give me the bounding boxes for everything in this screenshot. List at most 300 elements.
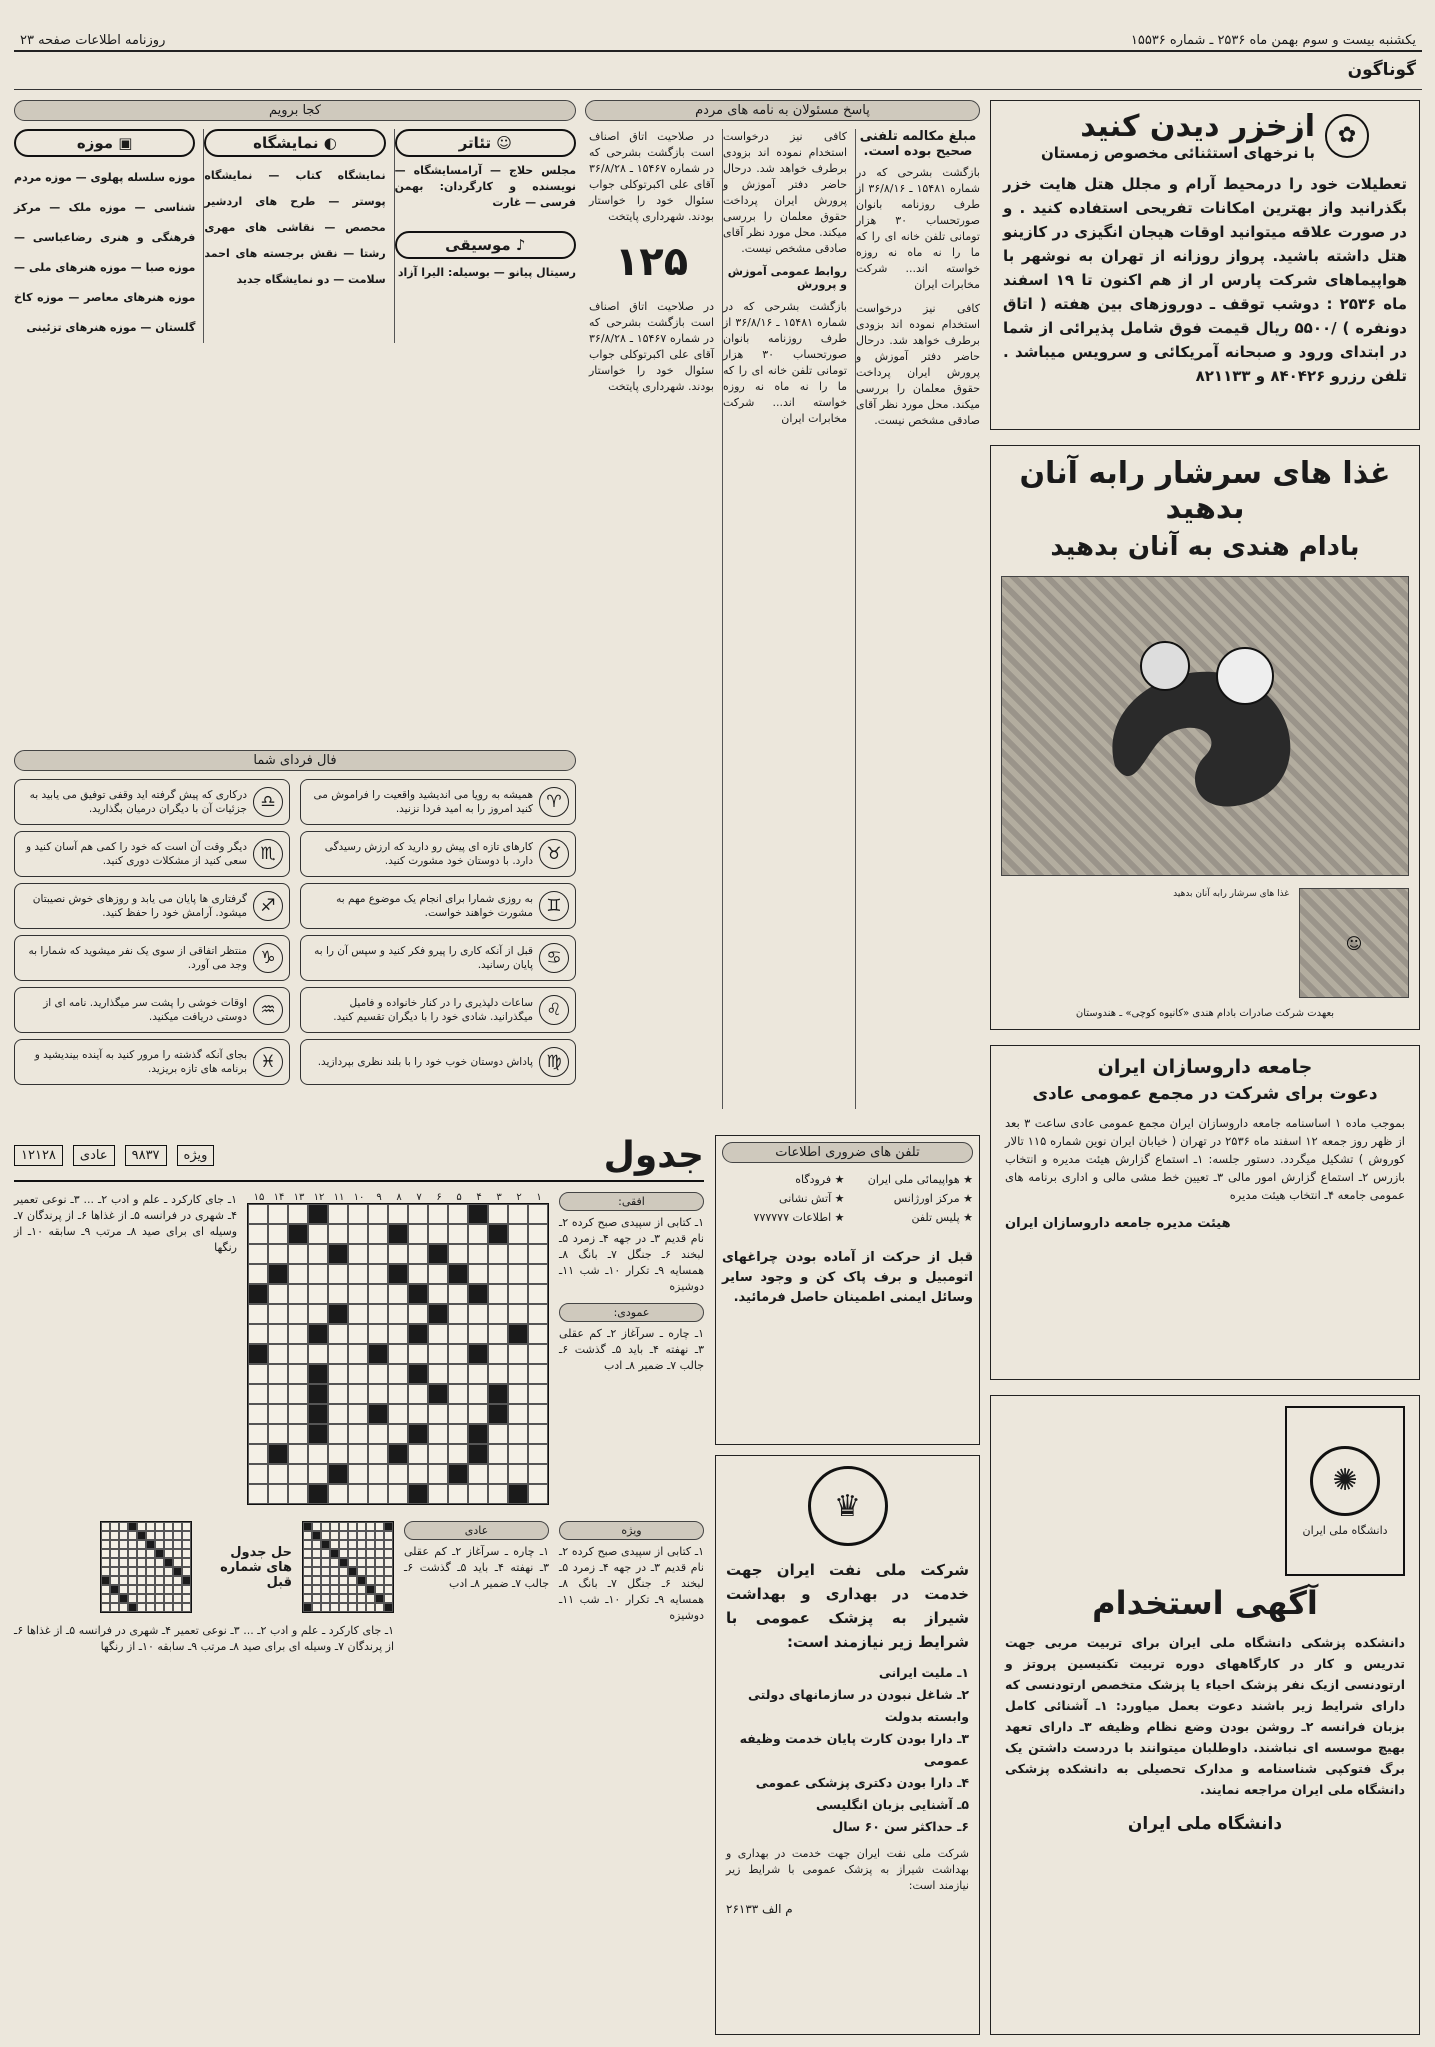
prev-solution-cell bbox=[357, 1576, 366, 1585]
phone-entry: ★ پلیس تلفن bbox=[911, 1211, 973, 1224]
ad-khazar-title: ازخزر دیدن کنید bbox=[1080, 109, 1316, 144]
crossword-cell[interactable] bbox=[468, 1304, 488, 1324]
prev-solution-cell bbox=[384, 1585, 393, 1594]
prev-solution-cell bbox=[119, 1549, 128, 1558]
horiz-head-special: افقی: bbox=[559, 1192, 704, 1211]
letters-col2-head: روابط عمومی آموزش و پرورش bbox=[727, 265, 847, 291]
crossword-cell[interactable] bbox=[508, 1464, 528, 1484]
prev-solution-cell bbox=[119, 1531, 128, 1540]
crossword-cell[interactable] bbox=[448, 1404, 468, 1424]
crossword-block bbox=[308, 1484, 328, 1504]
zodiac-sign-icon: ♋ bbox=[539, 943, 569, 973]
prev-solution-cell bbox=[312, 1558, 321, 1567]
horoscope-text: ساعات دلپذیری را در کنار خانواده و فامیل میگذرانید. شادی خود را با دیگران تقسیم کنید. bbox=[333, 997, 533, 1023]
crossword-cell[interactable] bbox=[268, 1484, 288, 1504]
crossword-cell[interactable] bbox=[408, 1204, 428, 1224]
prev-solution-cell bbox=[330, 1549, 339, 1558]
crossword-cell[interactable] bbox=[428, 1264, 448, 1284]
prev-solution-cell bbox=[312, 1531, 321, 1540]
crossword-cell[interactable] bbox=[368, 1464, 388, 1484]
letters-col1-text: بازگشت بشرحی که در شماره ۱۵۴۸۱ ـ ۳۶/۸/۱۶ از طرف روزنامه بانوان صورتحساب ۳۰ هزار تومانی تلفن خانه ای را که ما را نه ماه نه روزه خواسته اند... شرکت مخابرات ایران bbox=[856, 166, 980, 291]
crossword-cell[interactable] bbox=[408, 1224, 428, 1244]
crossword-cell[interactable] bbox=[428, 1484, 448, 1504]
crossword-cell[interactable] bbox=[308, 1284, 328, 1304]
crossword-cell[interactable] bbox=[408, 1384, 428, 1404]
horoscope-item bbox=[14, 935, 290, 981]
crossword-cell[interactable] bbox=[388, 1284, 408, 1304]
crossword-cell[interactable] bbox=[468, 1364, 488, 1384]
crossword-cell[interactable] bbox=[268, 1464, 288, 1484]
crossword-col-number: ۶ bbox=[436, 1192, 442, 1203]
museum-text: موزه سلسله پهلوی — موزه مردم شناسی — موزه ملک — مرکز فرهنگی و هنری رضاعباسی — موزه صبا — موزه هنرهای ملی — موزه هنرهای معاصر — موزه کاخ گلستان — موزه هنرهای تزئینی bbox=[14, 171, 196, 334]
crossword-cell[interactable] bbox=[348, 1364, 368, 1384]
crossword-cell[interactable] bbox=[308, 1224, 328, 1244]
prev-solution-cell bbox=[384, 1540, 393, 1549]
prev-solution-cell bbox=[182, 1594, 191, 1603]
crossword-block bbox=[388, 1444, 408, 1464]
prev-solution-cell bbox=[348, 1540, 357, 1549]
crossword-cell[interactable] bbox=[528, 1324, 548, 1344]
crossword-cell[interactable] bbox=[368, 1384, 388, 1404]
crossword-block bbox=[408, 1324, 428, 1344]
crossword-cell[interactable] bbox=[408, 1444, 428, 1464]
crossword-cell[interactable] bbox=[248, 1224, 268, 1244]
crossword-cell[interactable] bbox=[328, 1484, 348, 1504]
crossword-col-number: ۱۰ bbox=[353, 1192, 365, 1203]
crossword-cell[interactable] bbox=[388, 1424, 408, 1444]
crossword-block bbox=[308, 1384, 328, 1404]
prev-solution-cell bbox=[303, 1603, 312, 1612]
crossword-cell[interactable] bbox=[528, 1344, 548, 1364]
crossword-block bbox=[308, 1424, 328, 1444]
prev-solution-cell bbox=[375, 1531, 384, 1540]
crossword-cell[interactable] bbox=[348, 1204, 368, 1224]
crossword-cell[interactable] bbox=[268, 1324, 288, 1344]
crossword-cell[interactable] bbox=[448, 1484, 468, 1504]
crossword-cell[interactable] bbox=[288, 1324, 308, 1344]
crossword-cell[interactable] bbox=[348, 1284, 368, 1304]
crossword-cell[interactable] bbox=[488, 1324, 508, 1344]
crossword-cell[interactable] bbox=[468, 1384, 488, 1404]
crossword-cell[interactable] bbox=[448, 1364, 468, 1384]
crossword-cell[interactable] bbox=[268, 1224, 288, 1244]
prev-solution-cell bbox=[182, 1603, 191, 1612]
crossword-cell[interactable] bbox=[408, 1464, 428, 1484]
crossword-cell[interactable] bbox=[328, 1384, 348, 1404]
prev-solution-cell bbox=[366, 1567, 375, 1576]
crossword-cell[interactable] bbox=[508, 1344, 528, 1364]
crossword-cell[interactable] bbox=[368, 1364, 388, 1384]
crossword-cell[interactable] bbox=[248, 1204, 268, 1224]
crossword-cell[interactable] bbox=[248, 1384, 268, 1404]
crossword-cell[interactable] bbox=[348, 1224, 368, 1244]
crossword-cell[interactable] bbox=[528, 1484, 548, 1504]
crossword-cell[interactable] bbox=[248, 1404, 268, 1424]
crossword-cell[interactable] bbox=[328, 1424, 348, 1444]
crossword-cell[interactable] bbox=[448, 1424, 468, 1444]
prev-solution-cell bbox=[173, 1540, 182, 1549]
crossword-cell[interactable] bbox=[268, 1244, 288, 1264]
prev-solution-cell bbox=[110, 1603, 119, 1612]
prev-solution-cell bbox=[155, 1531, 164, 1540]
crossword-cell[interactable] bbox=[248, 1304, 268, 1324]
crossword-cell[interactable] bbox=[448, 1204, 468, 1224]
prev-solution-cell bbox=[110, 1549, 119, 1558]
crossword-cell[interactable] bbox=[248, 1324, 268, 1344]
crossword-cell[interactable] bbox=[308, 1244, 328, 1264]
exhibit-head bbox=[204, 129, 385, 157]
crossword-cell[interactable] bbox=[328, 1364, 348, 1384]
crossword-block bbox=[308, 1404, 328, 1424]
crossword-cell[interactable] bbox=[488, 1284, 508, 1304]
crossword-cell[interactable] bbox=[528, 1444, 548, 1464]
letters-col2-text-more: بازگشت بشرحی که در شماره ۱۵۴۸۱ ـ ۳۶/۸/۱۶ از طرف روزنامه بانوان صورتحساب ۳۰ هزار تومانی تلفن خانه ای را که ما را نه ماه نه روزه خواسته اند... شرکت مخابرات ایران bbox=[723, 300, 847, 425]
prev-solution-cell bbox=[312, 1576, 321, 1585]
prev-solution-cell bbox=[146, 1585, 155, 1594]
crossword-block bbox=[428, 1384, 448, 1404]
crossword-cell[interactable] bbox=[388, 1204, 408, 1224]
crossword-cell[interactable] bbox=[288, 1204, 308, 1224]
crossword-cell[interactable] bbox=[308, 1344, 328, 1364]
crossword-cell[interactable] bbox=[488, 1264, 508, 1284]
crossword-cell[interactable] bbox=[288, 1484, 308, 1504]
crossword-cell[interactable] bbox=[288, 1284, 308, 1304]
zodiac-sign-icon: ♐ bbox=[253, 891, 283, 921]
crossword-cell[interactable] bbox=[448, 1324, 468, 1344]
crossword-cell[interactable] bbox=[428, 1444, 448, 1464]
crossword-grid-wrap bbox=[247, 1192, 549, 1505]
crossword-block bbox=[488, 1224, 508, 1244]
crossword-cell[interactable] bbox=[368, 1264, 388, 1284]
prev-solution-cell bbox=[155, 1603, 164, 1612]
crossword-cell[interactable] bbox=[268, 1404, 288, 1424]
prev-solution-cell bbox=[110, 1531, 119, 1540]
crossword-cell[interactable] bbox=[408, 1264, 428, 1284]
employment-body: دانشکده پزشکی دانشگاه ملی ایران برای تربیت مربی جهت تدریس و کار در کارگاههای دوره تربیت تکنیسین پروتز و ارتودنسی ازیک نفر پزشک احیاء یا پزشک متخصص ارتودنسی که دارای شرایط زیر باشند دعوت بعمل میاورد: ۱ـ آشنائی کامل بزبان فرانسه ۲ـ روشن بودن وضع نظام وظیفه ۳ـ دارای تعهد بهیچ موسسه ای نباشند. داوطلبان میتوانند با دردست داشتن یک برگ فتوکپی شناسنامه و مدارک تحصیلی به دانشکده پزشکی دانشگاه ملی ایران مراجعه نمایند. bbox=[1005, 1635, 1406, 1797]
crossword-cell[interactable] bbox=[368, 1484, 388, 1504]
crossword-cell[interactable] bbox=[508, 1364, 528, 1384]
crossword-cell[interactable] bbox=[508, 1424, 528, 1444]
crossword-cell[interactable] bbox=[448, 1304, 468, 1324]
prev-solution-cell bbox=[155, 1585, 164, 1594]
prev-solution-cell bbox=[384, 1594, 393, 1603]
crossword-cell[interactable] bbox=[368, 1284, 388, 1304]
prev-solution-cell bbox=[101, 1522, 110, 1531]
crossword-col-number: ۸ bbox=[396, 1192, 402, 1203]
crossword-cell[interactable] bbox=[428, 1404, 448, 1424]
crossword-cell[interactable] bbox=[368, 1224, 388, 1244]
crossword-cell[interactable] bbox=[428, 1324, 448, 1344]
crossword-cell[interactable] bbox=[528, 1424, 548, 1444]
prev-solution-cell bbox=[182, 1576, 191, 1585]
crossword-cell[interactable] bbox=[368, 1324, 388, 1344]
crossword-cell[interactable] bbox=[368, 1304, 388, 1324]
crossword-cell[interactable] bbox=[268, 1424, 288, 1444]
ad-cashew-line1: غذا های سرشار رابه آنان بدهید bbox=[1019, 456, 1391, 526]
ad-khazar-body: تعطیلات خود را درمحیط آرام و مجلل هتل هایت خزر بگذرانید واز بهترین امکانات تفریحی استفاده کنید . و در صورت علاقه میتوانید اوقات هیجان انگیزی در کازینو هتل داشته باشید. پرواز روزانه از تهران به نوشهر با هواپیماهای شرکت پارس ار از هم اکنون تا ۱۹ اسفند ماه ۲۵۳۶ : دوشب توقف ـ دوروزهای بین هفته ( اتاق دونفره ) /۵۵۰۰ ریال قیمت فوق شامل پذیرائی از شما در ابتدای ورود و صبحانه آمریکائی و سرویس میباشد . تلفن رزرو ۸۴۰۴۲۶ و ۸۲۱۱۳۳ bbox=[1003, 175, 1407, 385]
crossword-cell[interactable] bbox=[328, 1224, 348, 1244]
employment-title: آگهی استخدام bbox=[1092, 1584, 1318, 1622]
crossword-cell[interactable] bbox=[348, 1244, 368, 1264]
crossword-cell[interactable] bbox=[508, 1224, 528, 1244]
prev-solution-cell bbox=[119, 1576, 128, 1585]
crossword-cell[interactable] bbox=[528, 1224, 548, 1244]
prev-solution-cell bbox=[321, 1558, 330, 1567]
prev-solution-cell bbox=[303, 1594, 312, 1603]
crossword-cell[interactable] bbox=[428, 1424, 448, 1444]
crossword-cell[interactable] bbox=[388, 1364, 408, 1384]
prev-solution-cell bbox=[182, 1531, 191, 1540]
crossword-cell[interactable] bbox=[508, 1284, 528, 1304]
crossword-cell[interactable] bbox=[468, 1264, 488, 1284]
prev-solution-cell bbox=[146, 1558, 155, 1567]
prev-solution-cell bbox=[339, 1558, 348, 1567]
crossword-cell[interactable] bbox=[248, 1244, 268, 1264]
crossword-cell[interactable] bbox=[308, 1264, 328, 1284]
prev-solution-cell bbox=[137, 1531, 146, 1540]
crossword-cell[interactable] bbox=[468, 1244, 488, 1264]
prev-solution-grid-2 bbox=[100, 1521, 192, 1613]
prev-solution-cell bbox=[110, 1594, 119, 1603]
crossword-cell[interactable] bbox=[428, 1204, 448, 1224]
crossword-cell[interactable] bbox=[448, 1444, 468, 1464]
crossword-block bbox=[448, 1464, 468, 1484]
crossword-cell[interactable] bbox=[388, 1464, 408, 1484]
crossword-cell[interactable] bbox=[348, 1444, 368, 1464]
crossword-cell[interactable] bbox=[508, 1204, 528, 1224]
crossword-cell[interactable] bbox=[408, 1344, 428, 1364]
crossword-cell[interactable] bbox=[348, 1344, 368, 1364]
crossword-cell[interactable] bbox=[488, 1424, 508, 1444]
crossword-block bbox=[408, 1484, 428, 1504]
crossword-cell[interactable] bbox=[328, 1204, 348, 1224]
crossword-cell[interactable] bbox=[528, 1204, 548, 1224]
crossword-cell[interactable] bbox=[508, 1444, 528, 1464]
crossword-cell[interactable] bbox=[248, 1424, 268, 1444]
crossword-cell[interactable] bbox=[448, 1344, 468, 1364]
crossword-cell[interactable] bbox=[348, 1384, 368, 1404]
crossword-cell[interactable] bbox=[368, 1204, 388, 1224]
museum-column bbox=[14, 129, 195, 343]
crossword-block bbox=[468, 1344, 488, 1364]
prev-solution-cell bbox=[357, 1531, 366, 1540]
prev-solution-cell bbox=[137, 1522, 146, 1531]
crossword-cell[interactable] bbox=[428, 1364, 448, 1384]
crossword-cell[interactable] bbox=[348, 1484, 368, 1504]
prev-solution-cell bbox=[375, 1558, 384, 1567]
crossword-cell[interactable] bbox=[328, 1404, 348, 1424]
prev-solution-cell bbox=[330, 1576, 339, 1585]
crossword-cell[interactable] bbox=[268, 1344, 288, 1364]
crossword-cell[interactable] bbox=[368, 1244, 388, 1264]
prev-solution-cell bbox=[339, 1549, 348, 1558]
prev-solution-cell bbox=[321, 1594, 330, 1603]
crossword-cell[interactable] bbox=[508, 1404, 528, 1424]
crossword-cell[interactable] bbox=[528, 1364, 548, 1384]
prev-solution-cell bbox=[384, 1576, 393, 1585]
horoscope-text: اوقات خوشی را پشت سر میگذارید. نامه ای از دوستی دریافت میکنید. bbox=[43, 997, 247, 1023]
crossword-cell[interactable] bbox=[288, 1264, 308, 1284]
crossword-cell[interactable] bbox=[348, 1464, 368, 1484]
prev-solution-cell bbox=[182, 1567, 191, 1576]
crossword-cell[interactable] bbox=[328, 1324, 348, 1344]
crossword-cell[interactable] bbox=[388, 1484, 408, 1504]
crossword-cell[interactable] bbox=[528, 1284, 548, 1304]
crossword-cell[interactable] bbox=[348, 1404, 368, 1424]
crossword-cell[interactable] bbox=[528, 1404, 548, 1424]
prev-solution-cell bbox=[155, 1549, 164, 1558]
crossword-cell[interactable] bbox=[268, 1304, 288, 1324]
prev-solution-cell bbox=[312, 1549, 321, 1558]
prev-solution-cell bbox=[348, 1558, 357, 1567]
nioc-requirement: ۱ـ ملیت ایرانی bbox=[878, 1665, 969, 1680]
prev-solution-cell bbox=[101, 1603, 110, 1612]
crossword-cell[interactable] bbox=[488, 1444, 508, 1464]
crossword-cell[interactable] bbox=[528, 1304, 548, 1324]
crossword-cell[interactable] bbox=[348, 1424, 368, 1444]
crossword-block bbox=[468, 1424, 488, 1444]
crossword-cell[interactable] bbox=[408, 1404, 428, 1424]
crossword-cell[interactable] bbox=[388, 1244, 408, 1264]
crossword-cell[interactable] bbox=[288, 1464, 308, 1484]
crossword-cell[interactable] bbox=[428, 1284, 448, 1304]
crossword-cell[interactable] bbox=[488, 1464, 508, 1484]
crossword-cell[interactable] bbox=[408, 1244, 428, 1264]
crossword-cell[interactable] bbox=[408, 1304, 428, 1324]
letters-col1-text-more: کافی نیز درخواست استخدام نموده اند بزودی برطرف خواهد شد. درحال حاضر دفتر آموزش و پرورش ایران پرداخت حقوق معلمان را بررسی میکند. محل مورد نظر آقای صادقی مشخص نیست. bbox=[856, 302, 980, 427]
crossword-cell[interactable] bbox=[468, 1324, 488, 1344]
crossword-cell[interactable] bbox=[368, 1444, 388, 1464]
crossword-cell[interactable] bbox=[468, 1224, 488, 1244]
prev-solution-cell bbox=[164, 1558, 173, 1567]
crossword-cell[interactable] bbox=[288, 1404, 308, 1424]
prev-solution-cell bbox=[128, 1540, 137, 1549]
crossword-cell[interactable] bbox=[488, 1304, 508, 1324]
crossword-cell[interactable] bbox=[388, 1304, 408, 1324]
crossword-block bbox=[488, 1384, 508, 1404]
crossword-cell[interactable] bbox=[488, 1344, 508, 1364]
crossword-cell[interactable] bbox=[508, 1304, 528, 1324]
ad-cashew-footer: بعهدت شرکت صادرات بادام هندی «کانیوه کوچی» ـ هندوستان bbox=[1075, 1008, 1335, 1019]
crossword-cell[interactable] bbox=[508, 1244, 528, 1264]
crossword-cell[interactable] bbox=[488, 1204, 508, 1224]
crossword-cell[interactable] bbox=[268, 1384, 288, 1404]
prev-solution-cell bbox=[375, 1549, 384, 1558]
crossword-cell[interactable] bbox=[468, 1464, 488, 1484]
prev-solution-cell bbox=[312, 1567, 321, 1576]
crossword-cell[interactable] bbox=[248, 1444, 268, 1464]
prev-solution-cell bbox=[384, 1603, 393, 1612]
crossword-cell[interactable] bbox=[308, 1444, 328, 1464]
prev-solution-cell bbox=[339, 1585, 348, 1594]
crossword-cell[interactable] bbox=[288, 1344, 308, 1364]
prev-solution-cell bbox=[173, 1558, 182, 1567]
crossword-block bbox=[308, 1204, 328, 1224]
crossword-cell[interactable] bbox=[528, 1244, 548, 1264]
crossword-cell[interactable] bbox=[428, 1344, 448, 1364]
phones-list bbox=[722, 1173, 973, 1224]
horoscope-item bbox=[300, 883, 576, 929]
prev-solution-cell bbox=[339, 1567, 348, 1576]
crossword-cell[interactable] bbox=[348, 1324, 368, 1344]
crossword-cell[interactable] bbox=[288, 1384, 308, 1404]
crossword-cell[interactable] bbox=[288, 1304, 308, 1324]
prev-solution-cell bbox=[366, 1585, 375, 1594]
crossword-cell[interactable] bbox=[508, 1264, 528, 1284]
crossword-cell[interactable] bbox=[528, 1464, 548, 1484]
prev-solution-cell bbox=[137, 1594, 146, 1603]
crossword-cell[interactable] bbox=[328, 1444, 348, 1464]
crossword-clues-left bbox=[14, 1192, 237, 1505]
crossword-cell[interactable] bbox=[328, 1344, 348, 1364]
mask-icon: ☺ bbox=[491, 134, 512, 152]
crossword-cell[interactable] bbox=[528, 1384, 548, 1404]
prev-solution-cell bbox=[101, 1558, 110, 1567]
crossword-cell[interactable] bbox=[488, 1484, 508, 1504]
crossword-cell[interactable] bbox=[468, 1404, 488, 1424]
cashew-nut-icon bbox=[1075, 606, 1335, 846]
crossword-cell[interactable] bbox=[448, 1384, 468, 1404]
crossword-cell[interactable] bbox=[268, 1284, 288, 1304]
crossword-block bbox=[508, 1324, 528, 1344]
crossword-cell[interactable] bbox=[308, 1304, 328, 1324]
prev-solution-cell bbox=[384, 1558, 393, 1567]
crossword-cell[interactable] bbox=[288, 1364, 308, 1384]
phone-entry: ★ فرودگاه bbox=[795, 1173, 845, 1186]
crossword-cell[interactable] bbox=[388, 1324, 408, 1344]
crossword-cell[interactable] bbox=[448, 1224, 468, 1244]
crossword-cell[interactable] bbox=[268, 1204, 288, 1224]
crossword-cell[interactable] bbox=[268, 1364, 288, 1384]
crossword-cell[interactable] bbox=[448, 1244, 468, 1264]
letters-col3-text-more: در صلاحیت اتاق اصناف است بازگشت بشرحی که در شماره ۱۵۴۶۷ ـ ۳۶/۸/۲۸ آقای علی اکبرتوکلی جواب سئوال خود را خواستار بودند. شهرداری پایتخت bbox=[589, 300, 714, 393]
crossword-cell[interactable] bbox=[488, 1244, 508, 1264]
crossword-cell[interactable] bbox=[488, 1364, 508, 1384]
crossword-block bbox=[408, 1364, 428, 1384]
prev-solution-cell bbox=[375, 1576, 384, 1585]
prev-solution-cell bbox=[357, 1567, 366, 1576]
crossword-cell[interactable] bbox=[288, 1424, 308, 1444]
letters-col1 bbox=[855, 129, 980, 1109]
crossword-cell[interactable] bbox=[248, 1264, 268, 1284]
crossword-cell[interactable] bbox=[348, 1304, 368, 1324]
prev-solution-cell bbox=[101, 1576, 110, 1585]
crossword-cell[interactable] bbox=[328, 1264, 348, 1284]
crossword-cell[interactable] bbox=[448, 1284, 468, 1304]
crossword-cell[interactable] bbox=[328, 1284, 348, 1304]
crossword-cell[interactable] bbox=[248, 1464, 268, 1484]
crossword-cell[interactable] bbox=[428, 1224, 448, 1244]
crossword-col-number: ۱ bbox=[536, 1192, 542, 1203]
crossword-cell[interactable] bbox=[348, 1264, 368, 1284]
prev-solution-cell bbox=[173, 1549, 182, 1558]
crossword-cell[interactable] bbox=[388, 1384, 408, 1404]
crossword-cell[interactable] bbox=[468, 1484, 488, 1504]
crossword-cell[interactable] bbox=[288, 1444, 308, 1464]
crossword-cell[interactable] bbox=[528, 1264, 548, 1284]
crossword-cell[interactable] bbox=[508, 1384, 528, 1404]
prev-solution-cell bbox=[339, 1576, 348, 1585]
prev-solution-cell bbox=[348, 1549, 357, 1558]
crossword-cell[interactable] bbox=[288, 1244, 308, 1264]
crossword-cell[interactable] bbox=[308, 1464, 328, 1484]
crossword-cell[interactable] bbox=[368, 1424, 388, 1444]
crossword-cell[interactable] bbox=[428, 1464, 448, 1484]
crossword-cell[interactable] bbox=[248, 1364, 268, 1384]
crossword-cell[interactable] bbox=[388, 1404, 408, 1424]
crossword-cell[interactable] bbox=[248, 1484, 268, 1504]
crossword-cell[interactable] bbox=[388, 1344, 408, 1364]
